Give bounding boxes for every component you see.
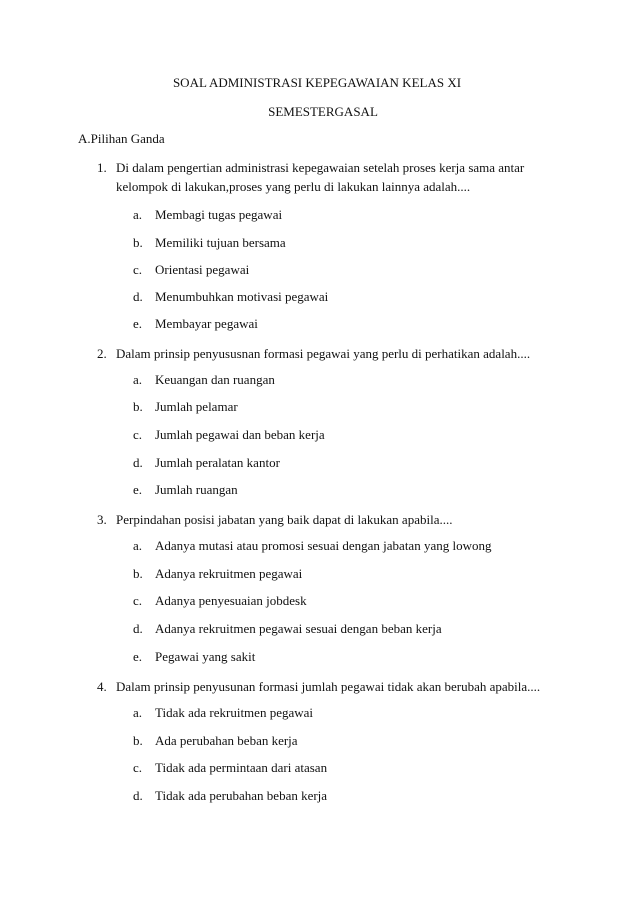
option-text: Adanya mutasi atau promosi sesuai dengan jabatan yang lowong xyxy=(155,538,492,553)
option-letter: b. xyxy=(133,235,143,250)
option-text: Pegawai yang sakit xyxy=(155,649,256,664)
option-text: Membagi tugas pegawai xyxy=(155,207,283,222)
question-text: Dalam prinsip penyususnan formasi pegawai yang perlu di perhatikan adalah.... xyxy=(116,346,531,361)
option-text: Tidak ada perubahan beban kerja xyxy=(155,788,328,803)
option-1c xyxy=(133,262,249,278)
question-number: 4. xyxy=(97,679,107,694)
option-letter: e. xyxy=(133,316,143,331)
option-text: Ada perubahan beban kerja xyxy=(155,733,298,748)
option-text: Memiliki tujuan bersama xyxy=(155,235,286,250)
question-text: Perpindahan posisi jabatan yang baik dapat di lakukan apabila.... xyxy=(116,512,453,527)
option-letter: a. xyxy=(133,207,143,222)
option-1a xyxy=(133,207,282,223)
option-2a xyxy=(133,372,275,388)
option-2c xyxy=(133,427,325,443)
option-text: Jumlah peralatan kantor xyxy=(155,455,280,470)
option-3b xyxy=(133,566,302,582)
option-text: Adanya rekruitmen pegawai xyxy=(155,566,303,581)
option-text: Keuangan dan ruangan xyxy=(155,372,275,387)
option-letter: c. xyxy=(133,760,143,775)
question-4 xyxy=(97,677,577,696)
document-title: SOAL ADMINISTRASI KEPEGAWAIAN KELAS XI xyxy=(172,75,462,90)
question-1 xyxy=(97,158,557,196)
option-text: Jumlah pegawai dan beban kerja xyxy=(155,427,325,442)
option-letter: d. xyxy=(133,289,143,304)
option-letter: b. xyxy=(133,399,143,414)
option-letter: e. xyxy=(133,649,143,664)
option-letter: d. xyxy=(133,621,143,636)
section-heading: A.Pilihan Ganda xyxy=(78,131,165,146)
question-number: 1. xyxy=(97,160,107,175)
option-letter: b. xyxy=(133,733,143,748)
option-4a xyxy=(133,705,313,721)
option-1e xyxy=(133,316,258,332)
question-text: Di dalam pengertian administrasi kepegawaian setelah proses kerja sama antar kelompok di lakukan,proses yang perlu di lakukan lainnya adalah.... xyxy=(116,160,525,194)
option-text: Jumlah pelamar xyxy=(155,399,238,414)
question-2 xyxy=(97,344,567,363)
option-2b xyxy=(133,399,238,415)
option-letter: d. xyxy=(133,788,143,803)
option-letter: a. xyxy=(133,705,143,720)
option-4c xyxy=(133,760,327,776)
option-3a xyxy=(133,538,491,554)
option-4b xyxy=(133,733,298,749)
option-text: Tidak ada rekruitmen pegawai xyxy=(155,705,313,720)
option-3e xyxy=(133,649,255,665)
option-1d xyxy=(133,289,328,305)
question-3 xyxy=(97,510,567,529)
option-text: Menumbuhkan motivasi pegawai xyxy=(155,289,329,304)
question-number: 3. xyxy=(97,512,107,527)
option-text: Membayar pegawai xyxy=(155,316,258,331)
option-letter: c. xyxy=(133,427,143,442)
option-3d xyxy=(133,621,442,637)
option-letter: c. xyxy=(133,593,143,608)
document-subtitle: SEMESTERGASAL xyxy=(268,104,378,119)
option-1b xyxy=(133,235,286,251)
option-letter: b. xyxy=(133,566,143,581)
option-3c xyxy=(133,593,307,609)
option-4d xyxy=(133,788,327,804)
option-text: Orientasi pegawai xyxy=(155,262,250,277)
option-text: Adanya rekruitmen pegawai sesuai dengan beban kerja xyxy=(155,621,442,636)
option-2e xyxy=(133,482,238,498)
option-letter: d. xyxy=(133,455,143,470)
option-letter: a. xyxy=(133,372,143,387)
option-letter: c. xyxy=(133,262,143,277)
question-number: 2. xyxy=(97,346,107,361)
option-letter: a. xyxy=(133,538,143,553)
option-text: Adanya penyesuaian jobdesk xyxy=(155,593,307,608)
question-text: Dalam prinsip penyusunan formasi jumlah pegawai tidak akan berubah apabila.... xyxy=(116,679,541,694)
option-text: Tidak ada permintaan dari atasan xyxy=(155,760,328,775)
option-text: Jumlah ruangan xyxy=(155,482,238,497)
option-letter: e. xyxy=(133,482,143,497)
option-2d xyxy=(133,455,280,471)
